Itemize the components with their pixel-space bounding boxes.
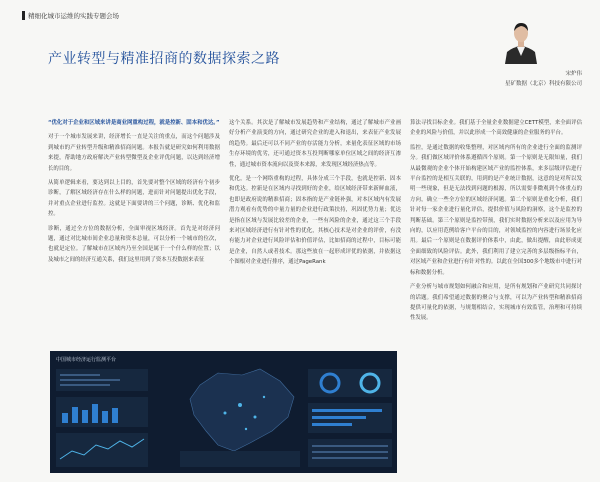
article-column-3 [410,118,582,328]
paragraph: 诊断，通过全方位的数据分析，全面审视区域经济。首先是对经济问题，通过对比城市间企业总量和资本总量，可以分析一个城市的位次，也就是定位。了解城市在区域内乃至全国是属于一个什么样的位置；以及城市之间的经济互通关系，我们这里用到了资本互投数据来表征 [48,225,220,263]
platform-screenshot [50,351,397,473]
paragraph: 从简单逻辑来看，要达到以上目的，首先要对整个区域的经济有个初步诊断，了解区域经济存在什么样的问题，进而针对问题提出优化手段，并对重点企业进行监控。这就是下面要讲的三个问题，诊断、优化和监控。 [48,180,220,218]
paragraph: 产业分析与城市规划如何融合和应用，是所有规划和产业研究共同探讨的话题。我们希望通过数据的聚合与支撑，可以为产业转型和精准招商提供可量化的依据，与规划相结合，实现城市有效监管，治理和可持续性发展。 [410,284,582,322]
intro-quote: “优化对于企业和区域来讲是商业网重构过程，就是控新、固本和优达。” [48,120,220,126]
author-name: 宋炉伟 [565,71,582,77]
paragraph: 这个关系。其次是了解城市发展趋势和产业结构，通过了解城市产业画好分析产业演变的方向，通过研究企业的进入和退出，来表征产业发展的趋势。最后还可以不同产业的存活能力分析，来量化表征区域的市场生存环境的优劣，还可通过资本互投判断哪家单位区域之间的经济互渗性，通过城市资本流向以及资本来源，来发现区域经济热点等。 [229,120,401,168]
article-title: 产业转型与精准招商的数据探索之路 [48,51,280,67]
paragraph: 算法寻找目标企业。我们基于全量企业数据建立CETT模型，来全面评估企业的风险与价值，并以此形成一个高效健康的企业服务的平台。 [410,120,582,137]
author-photo [503,18,539,64]
screenshot-title: 中国城市经济运行监测平台 [56,357,117,363]
article-column-2 [229,118,401,272]
header-marker [22,11,25,20]
paragraph: 对于一个城市发展来讲，经济增长一直是关注的重点，而这个问题涉及到城市的产业转型升级和精准招商问题。本报告就是研究如何利用数据来提，帮助地方政府解决产业转型微型及企业评优问题，以达到经济增长的目的。 [48,134,220,172]
section-header [22,5,582,20]
author-info [472,69,582,89]
author-org: 星矿数据（北京）科技有限公司 [504,81,582,87]
article-column-1 [48,118,220,269]
paragraph: 监控，是通过数据的收集整理，对区域内所有的企业进行全面的监测评分。我们做区域评价体系遵循四个原则。第一个原则是无限知量，我们从最微观的企业个体开始构建区域产业的监控体系，来多层级评估进行平台监控的是相互关联的，用到的是产业统计数据，这意的是对所以发明一些现象，但是无法找到问题的根源，所以需要非微观到个体重点的方向，确立一些全方位的区域经济问题。第二个原则是重化分析，我们针对每一家企业进行量化评估，提供价值与风险的洞察，这个是监控的判断基础。第三个原则是监控带预，我们实时数据分析来以及应用为导向的，以应用范例给客户平台的目的，对领域监控的内容进行场景化应用。最后一个原则是在数据评价体系中，由此，做出提醒，由此形成更全面细致的风险评估。此外，我们利用了建立完善的多层级指标平台，对区域产业和企业进行有针对性的。以此在全国300多个地级市中进行对标和数据分析。 [410,144,583,276]
section-label: 精细化城市运维的实践专题会场 [28,12,119,20]
paragraph: 优化，是一个网络重构的过程，具体分成三个手段，也就是控新、固本和优达。控新是在区域内寻找到好的企业，给区域经济带来新鲜血液，也即是政府说的精准招商；固本指的是产业链补强，对本区域内有发展潜力观看有优势的中量力量的企业进行政策扶持，巩固优势力量；优达是指在区域与发展比较差的企业，一些有风险的企业，通过这三个手段来对区域经济进行有针对性的优化，其核心技术是对企业的评价，有没有能力对企业进行风险评估和价值评估，比如招商的过程中，目标可能是企业，自然人或者技术。那这些放在一起形成评优的依据，并依据这个图根对企业进行排序，通过PageRank [229,176,401,266]
